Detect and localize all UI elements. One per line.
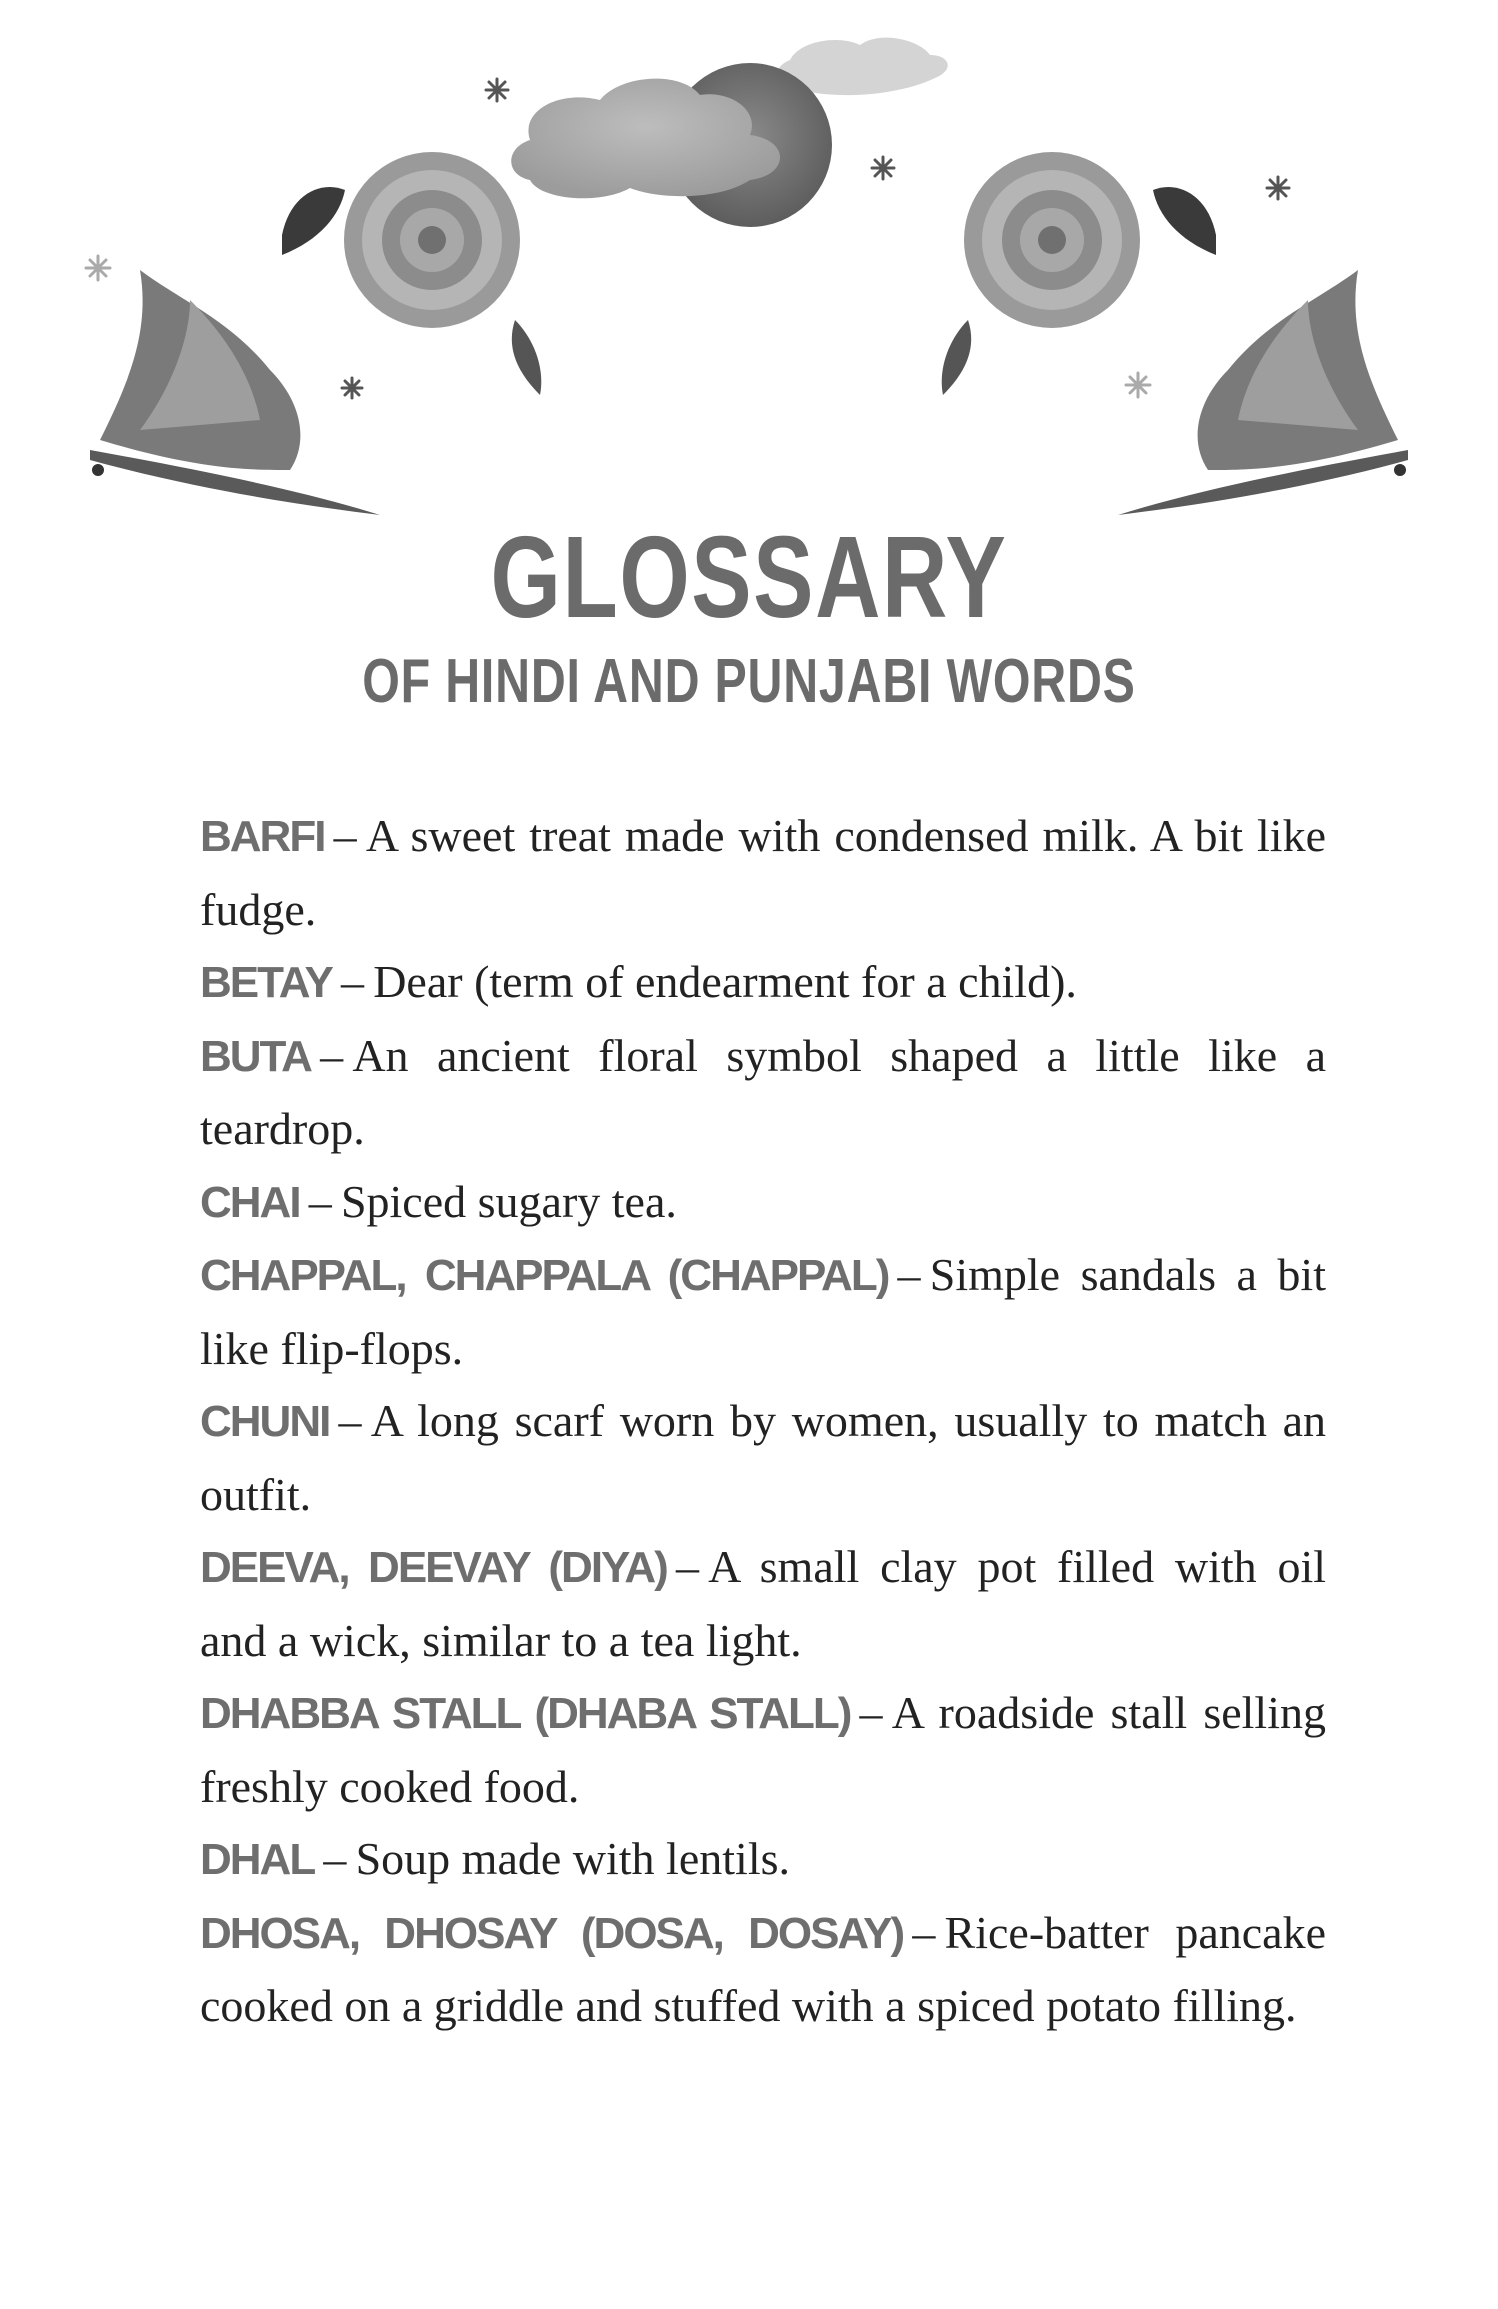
glossary-definition: A long scarf worn by women, usually to match an outfit. (200, 1395, 1326, 1520)
glossary-entry (200, 800, 1326, 946)
chrysanthemum-icon (344, 152, 520, 328)
glossary-term: BUTA (200, 1031, 311, 1081)
separator: – (308, 1175, 332, 1227)
separator: – (859, 1687, 883, 1738)
glossary-entry (200, 1897, 1326, 2043)
glossary-entry (200, 1531, 1326, 1677)
feather-icon (512, 320, 971, 395)
glossary-entry (200, 1239, 1326, 1385)
glossary-definition: Soup made with lentils. (355, 1833, 790, 1884)
glossary-definition: A roadside stall selling freshly cooked food. (200, 1687, 1326, 1812)
page-subtitle: OF HINDI AND PUNJABI WORDS (362, 647, 1136, 716)
page-title: GLOSSARY (490, 512, 1008, 642)
separator: – (675, 1541, 699, 1592)
glossary-term: BETAY (200, 958, 332, 1007)
glossary-definition: Dear (term of endearment for a child). (373, 956, 1077, 1007)
glossary-definition: Spiced sugary tea. (340, 1175, 677, 1227)
glossary-definition: A small clay pot filled with oil and a wick, similar to a tea light. (200, 1541, 1326, 1666)
separator: – (320, 1029, 344, 1081)
glossary-term: DHABBA STALL (DHABA STALL) (200, 1689, 851, 1738)
glossary-definition: A sweet treat made with condensed milk. A bit like fudge. (200, 810, 1326, 935)
glossary-term: CHAPPAL, CHAPPALA (CHAPPAL) (200, 1251, 889, 1300)
fan-flower-icon (1118, 270, 1408, 515)
glossary-term: DHOSA, DHOSAY (DOSA, DOSAY) (200, 1908, 904, 1958)
glossary-definition: Rice-batter pancake cooked on a griddle and stuffed with a spiced potato filling. (200, 1906, 1326, 2031)
separator: – (338, 1395, 362, 1446)
glossary-list (200, 800, 1326, 2043)
glossary-entry (200, 1166, 1326, 1240)
floral-moon-illustration (0, 0, 1498, 540)
glossary-term: CHAI (200, 1177, 300, 1227)
glossary-term: CHUNI (200, 1397, 330, 1446)
separator: – (897, 1249, 921, 1300)
glossary-entry (200, 1385, 1326, 1531)
fan-flower-icon (90, 270, 380, 515)
glossary-definition: Simple sandals a bit like flip-flops. (200, 1249, 1326, 1374)
glossary-entry (200, 946, 1326, 1020)
glossary-entry (200, 1823, 1326, 1897)
glossary-entry (200, 1020, 1326, 1166)
separator: – (333, 810, 357, 861)
separator: – (912, 1906, 936, 1958)
separator: – (323, 1833, 347, 1884)
glossary-term: DHAL (200, 1835, 315, 1884)
glossary-term: DEEVA, DEEVAY (DIYA) (200, 1543, 667, 1592)
separator: – (341, 956, 365, 1007)
glossary-definition: An ancient floral symbol shaped a little like a teardrop. (200, 1029, 1326, 1154)
chrysanthemum-icon (964, 152, 1140, 328)
glossary-term: BARFI (200, 812, 325, 861)
glossary-entry (200, 1677, 1326, 1823)
